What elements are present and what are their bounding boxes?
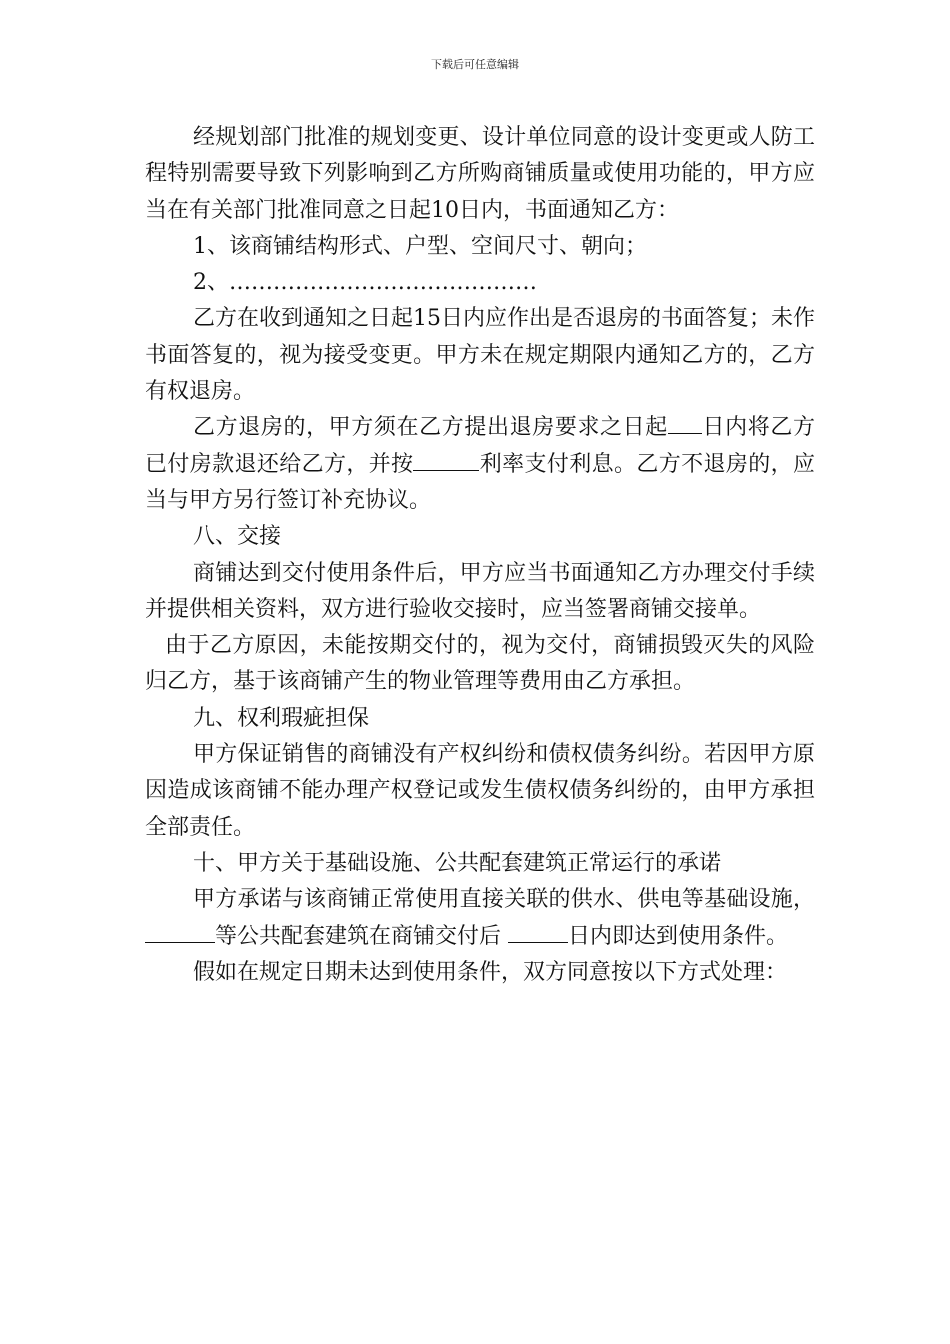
facilities-blank-field — [145, 920, 215, 943]
section-heading-handover: 八、交接 — [193, 524, 282, 550]
days-after-delivery-blank-field — [508, 920, 568, 943]
paragraph-delay-risk: 由于乙方原因，未能按期交付的，视为交付，商铺损毁灭失的风险归乙方，基于该商铺产生的物业管理等费用由乙方承担。 — [145, 633, 815, 695]
paragraph-refund — [145, 410, 815, 519]
paragraph-planning-change: 经规划部门批准的规划变更、设计单位同意的设计变更或人防工程特别需要导致下列影响到乙方所购商铺质量或使用功能的，甲方应当在有关部门批准同意之日起10日内，书面通知乙方： — [145, 125, 815, 223]
infrastructure-text-part-1: 甲方承诺与该商铺正常使用直接关联的供水、供电等基础设施， — [193, 887, 815, 913]
days-blank-field — [668, 411, 702, 434]
list-item-structure: 1、该商铺结构形式、户型、空间尺寸、朝向； — [193, 233, 647, 259]
paragraph-infrastructure — [145, 882, 815, 955]
page-header-note: 下载后可任意编辑 — [431, 58, 519, 71]
refund-text-part-2: 日内将乙方已付房款退还给乙方，并按 — [145, 415, 815, 477]
refund-text-part-1: 乙方退房的，甲方须在乙方提出退房要求之日起 — [193, 415, 668, 441]
infrastructure-text-part-3: 日内即达到使用条件。 — [568, 923, 789, 949]
paragraph-handover: 商铺达到交付使用条件后，甲方应当书面通知乙方办理交付手续并提供相关资料，双方进行验收交接时，应当签署商铺交接单。 — [145, 560, 815, 622]
paragraph-warranty: 甲方保证销售的商铺没有产权纠纷和债权债务纠纷。若因甲方原因造成该商铺不能办理产权登记或发生债权债务纠纷的，由甲方承担全部责任。 — [145, 742, 815, 840]
section-heading-infrastructure: 十、甲方关于基础设施、公共配套建筑正常运行的承诺 — [193, 850, 722, 876]
list-item-ellipsis: 2、…………………………………… — [193, 270, 537, 296]
refund-text-part-3: 利率支付利息。乙方不退房的，应当与甲方另行签订补充协议。 — [145, 451, 815, 513]
interest-rate-blank-field — [413, 448, 479, 471]
paragraph-handling: 假如在规定日期未达到使用条件，双方同意按以下方式处理： — [193, 959, 788, 985]
section-heading-warranty: 九、权利瑕疵担保 — [193, 705, 370, 731]
document-body — [145, 120, 815, 991]
infrastructure-text-part-2: 等公共配套建筑在商铺交付后 — [215, 923, 508, 949]
paragraph-reply-deadline: 乙方在收到通知之日起15日内应作出是否退房的书面答复；未作书面答复的，视为接受变更。甲方未在规定期限内通知乙方的，乙方有权退房。 — [145, 306, 815, 405]
